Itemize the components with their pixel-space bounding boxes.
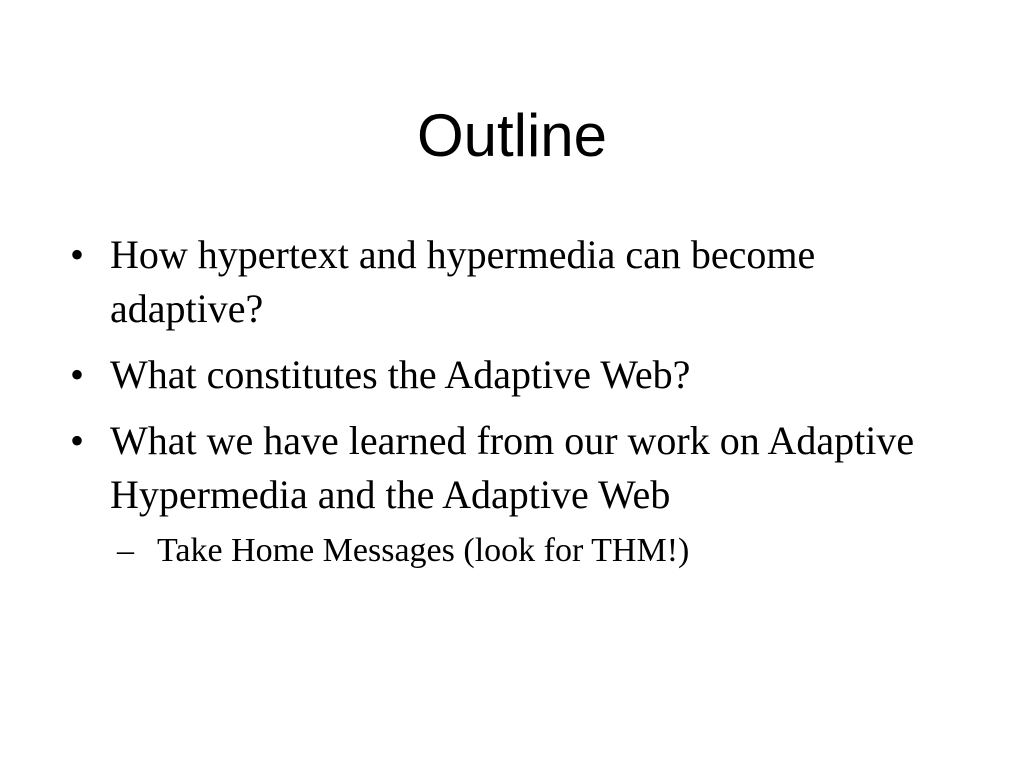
bullet-list [70, 228, 970, 586]
bullet-text: What constitutes the Adaptive Web? [110, 352, 691, 397]
bullet-item-2 [70, 348, 970, 402]
bullet-text: What we have learned from our work on Adaptive Hypermedia and the Adaptive Web [110, 418, 915, 517]
slide-title: Outline [416, 102, 608, 169]
bullet-icon: • [70, 352, 85, 397]
sub-bullet-item-1 [115, 528, 970, 574]
sub-bullet-text: Take Home Messages (look for THM!) [157, 532, 690, 569]
bullet-item-1 [70, 228, 970, 336]
dash-icon: – [117, 532, 134, 569]
bullet-text: How hypertext and hypermedia can become adaptive? [110, 232, 816, 331]
sub-bullet-list [110, 528, 970, 574]
bullet-icon: • [70, 418, 85, 463]
bullet-icon: • [70, 232, 85, 277]
bullet-item-3 [70, 414, 970, 574]
